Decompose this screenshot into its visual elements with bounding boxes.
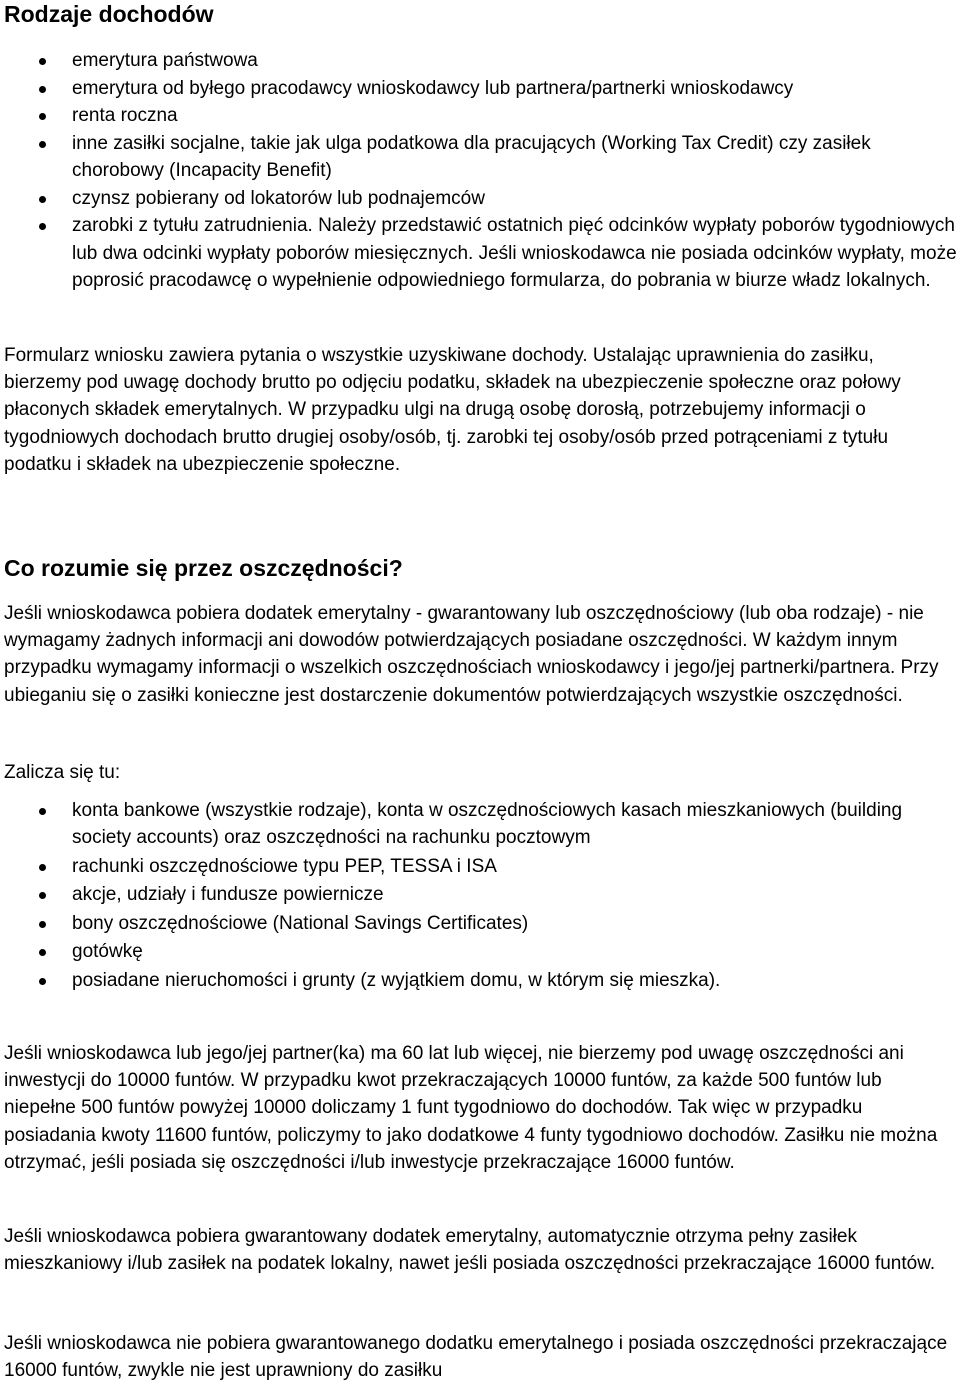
income-types-list [4, 47, 960, 295]
savings-types-list [4, 797, 960, 995]
list-item: zarobki z tytułu zatrudnienia. Należy przedstawić ostatnich pięć odcinków wypłaty poborów tygodniowych lub dwa odcinki wypłaty poborów miesięcznych. Jeśli wnioskodawca nie posiada odcinków wypłaty, może poprosić pracodawcę o wypełnienie odpowiedniego formularza, do pobrania w biurze władz lokalnych. [4, 212, 960, 295]
list-item: emerytura państwowa [4, 47, 960, 75]
income-form-paragraph: Formularz wniosku zawiera pytania o wszystkie uzyskiwane dochody. Ustalając uprawnienia do zasiłku, bierzemy pod uwagę dochody brutto po odjęciu podatku, składek na ubezpieczenie społeczne oraz połowy płaconych składek emerytalnych. W przypadku ulgi na drugą osobę dorosłą, potrzebujemy informacji o tygodniowych dochodach brutto drugiej osoby/osób, tj. zarobki tej osoby/osób przed potrąceniami z tytułu podatku i składek na ubezpieczenie społeczne. [4, 345, 901, 475]
list-item: emerytura od byłego pracodawcy wnioskodawcy lub partnera/partnerki wnioskodawcy [4, 75, 960, 103]
guaranteed-credit-paragraph: Jeśli wnioskodawca pobiera gwarantowany dodatek emerytalny, automatycznie otrzyma pełny zasiłek mieszkaniowy i/lub zasiłek na podatek lokalny, nawet jeśli posiada oszczędności przekraczające 16000 funtów. [4, 1226, 936, 1275]
list-item: posiadane nieruchomości i grunty (z wyjątkiem domu, w którym się mieszka). [4, 967, 960, 994]
list-item: rachunki oszczędnościowe typu PEP, TESSA i ISA [4, 853, 960, 880]
pension-credit-paragraph: Jeśli wnioskodawca pobiera dodatek emerytalny - gwarantowany lub oszczędnościowy (lub oba rodzaje) - nie wymagamy żadnych informacji ani dowodów potwierdzających posiadane oszczędności. W każdym innym przypadku wymagamy informacji o wszelkich oszczędnościach wnioskodawcy i jego/jej partnerki/partnera. Przy ubieganiu się o zasiłki konieczne jest dostarczenie dokumentów potwierdzających wszystkie oszczędności. [4, 603, 939, 706]
list-item: konta bankowe (wszystkie rodzaje), konta w oszczędnościowych kasach mieszkaniowych (building society accounts) oraz oszczędności na rachunku pocztowym [4, 797, 960, 851]
not-guaranteed-paragraph: Jeśli wnioskodawca nie pobiera gwarantowanego dodatku emerytalnego i posiada oszczędności przekraczające 16000 funtów, zwykle nie jest uprawniony do zasiłku [4, 1333, 948, 1382]
list-item: akcje, udziały i fundusze powiernicze [4, 881, 960, 908]
list-item: inne zasiłki socjalne, takie jak ulga podatkowa dla pracujących (Working Tax Credit) czy zasiłek chorobowy (Incapacity Benefit) [4, 130, 960, 185]
list-item: gotówkę [4, 938, 960, 965]
list-item: renta roczna [4, 102, 960, 130]
list-item: bony oszczędnościowe (National Savings Certificates) [4, 910, 960, 937]
income-types-heading: Rodzaje dochodów [4, 1, 214, 27]
savings-heading: Co rozumie się przez oszczędności? [4, 555, 403, 581]
age-60-paragraph: Jeśli wnioskodawca lub jego/jej partner(ka) ma 60 lat lub więcej, nie bierzemy pod uwagę oszczędności ani inwestycji do 10000 funtów. W przypadku kwot przekraczających 10000 funtów, za każde 500 funtów lub niepełne 500 funtów powyżej 10000 doliczamy 1 funt tygodniowo do dochodów. Tak więc w przypadku posiadania kwoty 11600 funtów, policzymy to jako dodatkowe 4 funty tygodniowo dochodów. Zasiłku nie można otrzymać, jeśli posiada się oszczędności i/lub inwestycje przekraczające 16000 funtów. [4, 1043, 938, 1173]
includes-label: Zalicza się tu: [4, 762, 121, 783]
list-item: czynsz pobierany od lokatorów lub podnajemców [4, 185, 960, 213]
